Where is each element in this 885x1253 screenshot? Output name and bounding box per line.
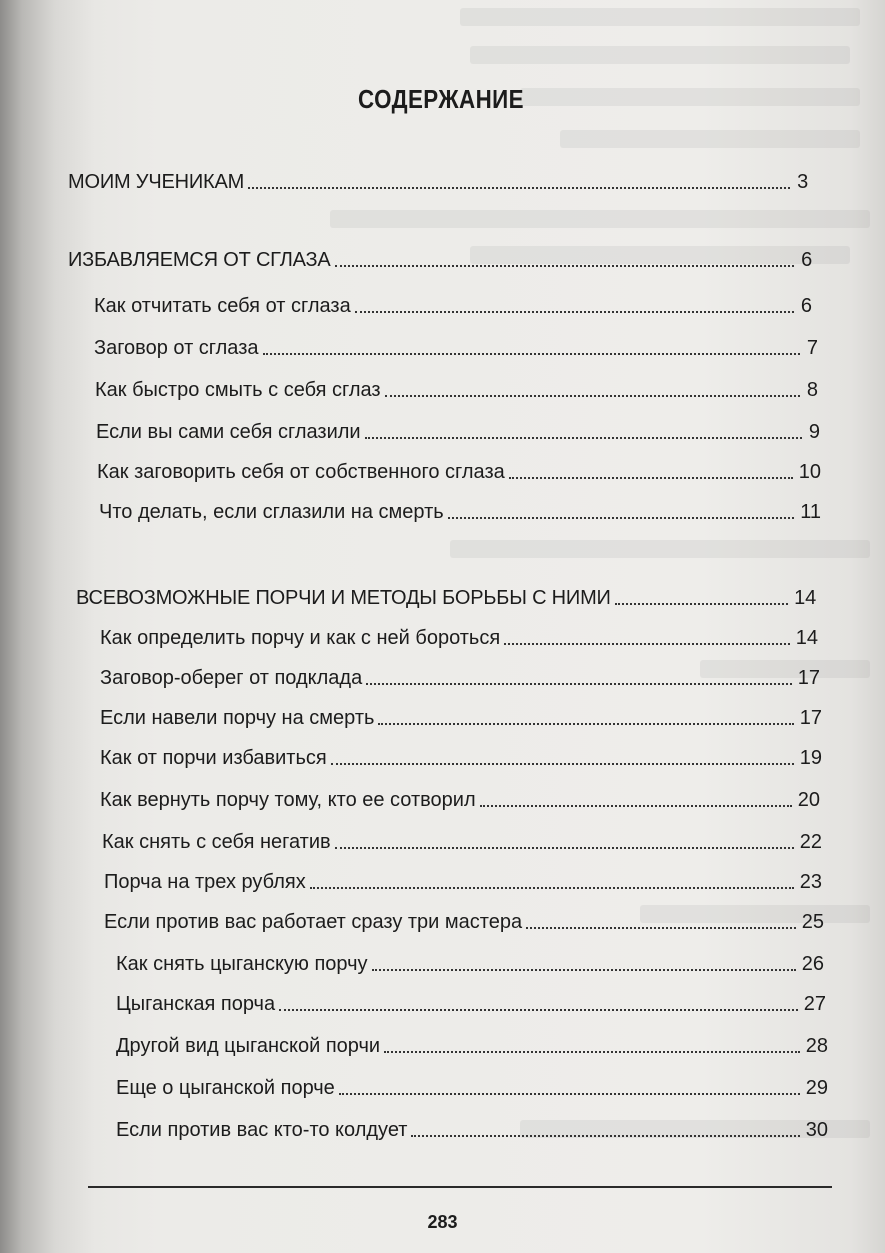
footer-divider <box>88 1186 832 1188</box>
toc-entry-page: 17 <box>797 667 820 689</box>
dot-leader <box>355 311 794 313</box>
toc-entry-label: Что делать, если сглазили на смерть <box>99 501 444 523</box>
toc-entry <box>99 500 821 524</box>
toc-entry <box>94 336 818 360</box>
dot-leader <box>331 763 794 765</box>
toc-entry-page: 14 <box>794 587 816 609</box>
dot-leader <box>339 1093 800 1095</box>
toc-entry-page: 20 <box>797 789 820 811</box>
toc-entry-label: Как от порчи избавиться <box>100 747 327 769</box>
dot-leader <box>365 437 802 439</box>
toc-entry-label: Заговор-оберег от подклада <box>100 667 363 689</box>
toc-entry-label: Если против вас работает сразу три мастера <box>104 911 523 933</box>
toc-entry-label: Как быстро смыть с себя сглаз <box>95 379 381 401</box>
dot-leader <box>526 927 796 929</box>
toc-entry-label: Как заговорить себя от собственного сглаза <box>97 461 505 483</box>
dot-leader <box>615 603 788 605</box>
toc-entry <box>97 460 821 484</box>
toc-entry-label: Порча на трех рублях <box>104 871 306 893</box>
dot-leader <box>378 723 793 725</box>
toc-entry-label: Заговор от сглаза <box>94 337 259 359</box>
toc-entry-page: 8 <box>806 379 818 401</box>
toc-entry <box>104 910 824 934</box>
toc-entry <box>116 1076 828 1100</box>
toc-entry <box>76 586 816 610</box>
toc-entry <box>68 248 812 272</box>
toc-entry-page: 23 <box>799 871 822 893</box>
toc-entry-page: 27 <box>803 993 826 1015</box>
toc-entry <box>116 1118 828 1142</box>
toc-entry-page: 6 <box>800 295 812 317</box>
toc-entry-label: Как определить порчу и как с ней бороться <box>100 627 501 649</box>
show-through-mark <box>560 130 860 148</box>
toc-entry-page: 25 <box>801 911 824 933</box>
toc-entry-label: Если против вас кто-то колдует <box>116 1119 408 1141</box>
toc-entry-label: Если вы сами себя сглазили <box>96 421 361 443</box>
show-through-mark <box>460 8 860 26</box>
show-through-mark <box>330 210 870 228</box>
toc-entry-page: 6 <box>801 249 812 271</box>
toc-entry-page: 11 <box>800 501 821 523</box>
toc-entry-page: 14 <box>795 627 818 649</box>
toc-entry <box>116 952 824 976</box>
toc-entry <box>68 170 808 194</box>
dot-leader <box>310 887 794 889</box>
toc-entry <box>95 378 818 402</box>
dot-leader <box>263 353 800 355</box>
toc-entry <box>100 706 822 730</box>
toc-entry <box>100 746 822 770</box>
dot-leader <box>366 683 792 685</box>
toc-entry-page: 17 <box>799 707 822 729</box>
toc-entry-label: ВСЕВОЗМОЖНЫЕ ПОРЧИ И МЕТОДЫ БОРЬБЫ С НИМИ <box>76 587 611 609</box>
show-through-mark <box>450 540 870 558</box>
toc-entry-label: Если навели порчу на смерть <box>100 707 375 729</box>
show-through-mark <box>470 46 850 64</box>
page-number: 283 <box>427 1212 458 1232</box>
toc-entry-page: 7 <box>806 337 818 359</box>
toc-entry-page: 10 <box>798 461 821 483</box>
dot-leader <box>385 395 800 397</box>
toc-entry-label: ИЗБАВЛЯЕМСЯ ОТ СГЛАЗА <box>68 249 331 271</box>
toc-entry-label: Как снять цыганскую порчу <box>116 953 368 975</box>
toc-entry-page: 22 <box>799 831 822 853</box>
dot-leader <box>509 477 793 479</box>
toc-entry-label: Еще о цыганской порче <box>116 1077 335 1099</box>
toc-entry <box>116 1034 828 1058</box>
toc-entry-label: Цыганская порча <box>116 993 276 1015</box>
toc-entry-page: 19 <box>799 747 822 769</box>
dot-leader <box>335 265 794 267</box>
toc-entry <box>116 992 826 1016</box>
dot-leader <box>411 1135 799 1137</box>
dot-leader <box>504 643 790 645</box>
dot-leader <box>248 187 790 189</box>
dot-leader <box>335 847 794 849</box>
toc-entry-page: 26 <box>801 953 824 975</box>
toc-entry-label: МОИМ УЧЕНИКАМ <box>68 171 245 193</box>
dot-leader <box>372 969 796 971</box>
toc-entry-label: Как снять с себя негатив <box>102 831 331 853</box>
toc-entry <box>100 788 820 812</box>
toc-entry <box>104 870 822 894</box>
toc-entry-page: 9 <box>808 421 820 443</box>
toc-entry-page: 3 <box>797 171 808 193</box>
dot-leader <box>480 805 792 807</box>
toc-entry-label: Как отчитать себя от сглаза <box>94 295 351 317</box>
toc-entry-page: 29 <box>805 1077 828 1099</box>
toc-entry <box>100 666 820 690</box>
toc-entry-page: 30 <box>805 1119 828 1141</box>
toc-entry <box>94 294 812 318</box>
toc-entry <box>96 420 820 444</box>
dot-leader <box>384 1051 800 1053</box>
toc-entry-label: Другой вид цыганской порчи <box>116 1035 381 1057</box>
toc-entry-page: 28 <box>805 1035 828 1057</box>
toc-entry-label: Как вернуть порчу тому, кто ее сотворил <box>100 789 476 811</box>
toc-entry <box>102 830 822 854</box>
toc-entry <box>100 626 818 650</box>
dot-leader <box>279 1009 798 1011</box>
dot-leader <box>448 517 795 519</box>
page-title: СОДЕРЖАНИЕ <box>358 84 525 114</box>
